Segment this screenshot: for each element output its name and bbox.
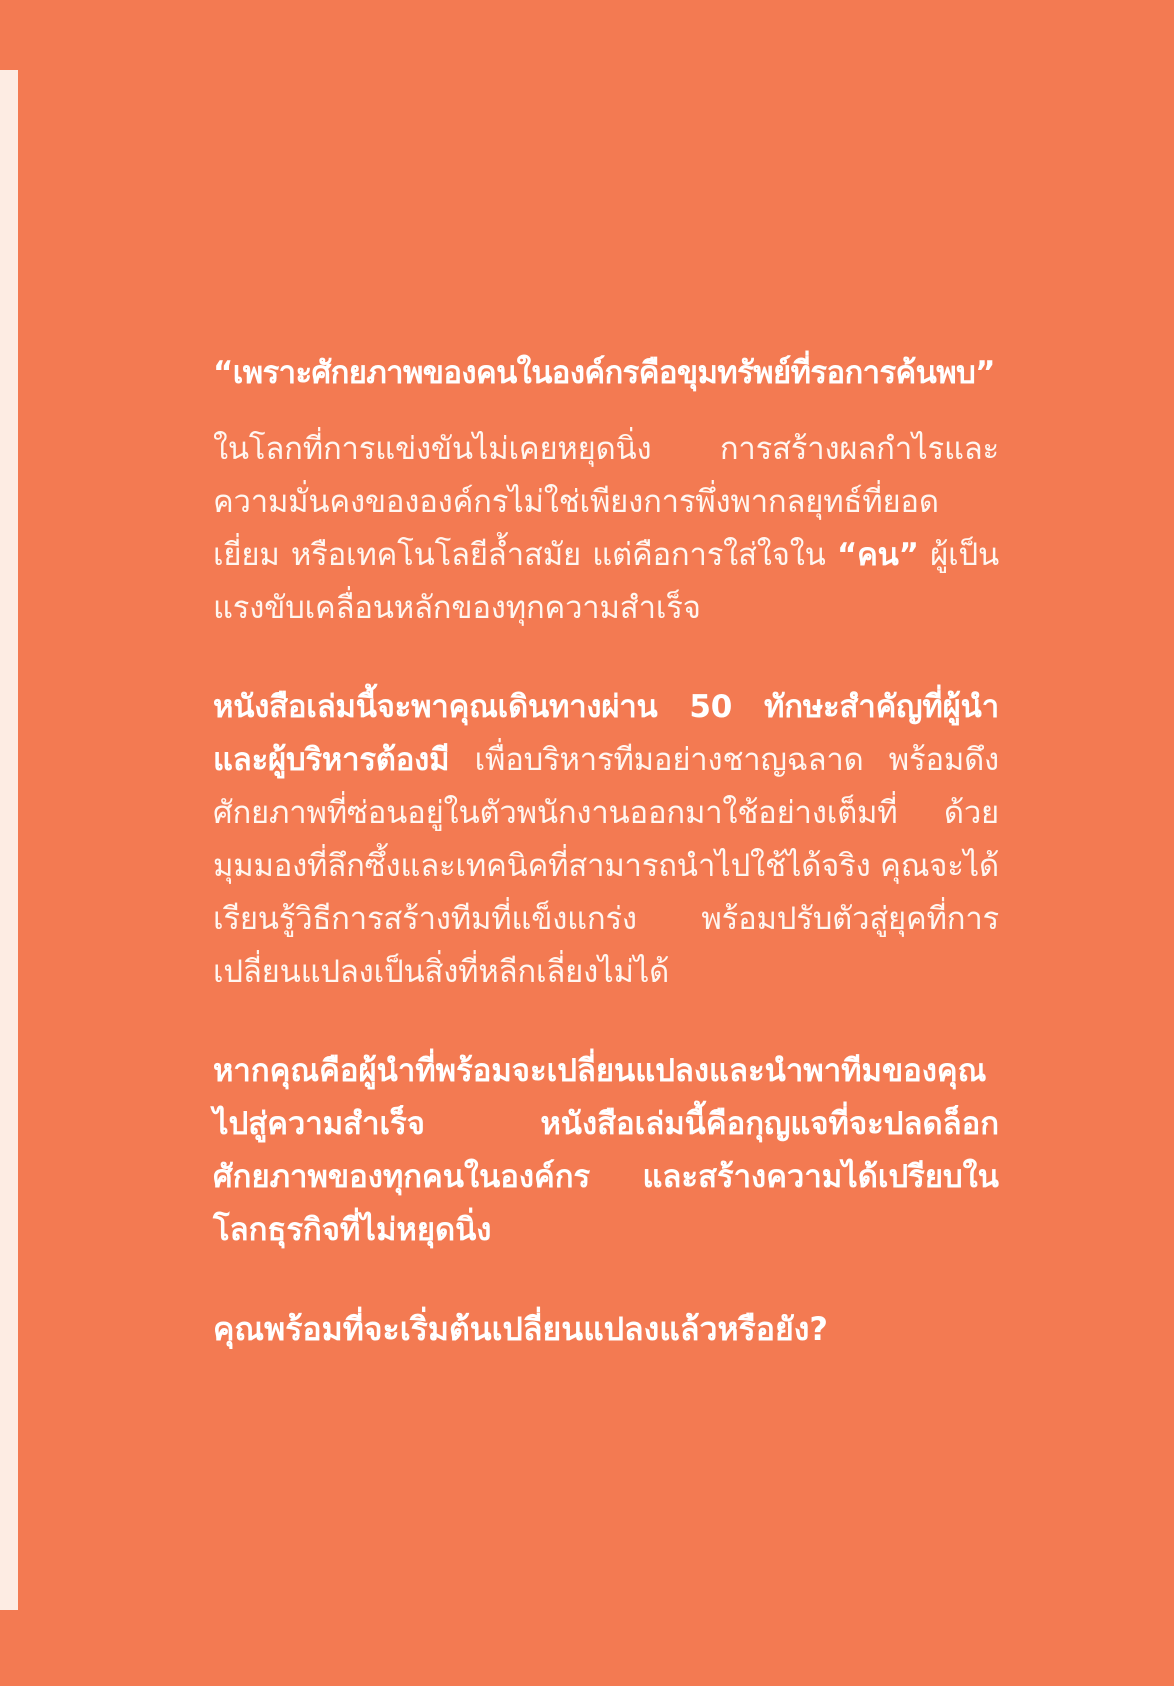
- left-edge-strip: [0, 70, 18, 1610]
- book-paragraph: [213, 681, 999, 999]
- book-emphasis: หนังสือเล่มนี้จะพาคุณเดินทางผ่าน 50 ทักษะสำคัญที่ผู้นำและผู้บริหารต้องมี: [213, 689, 999, 778]
- intro-emphasis-people: “คน”: [836, 537, 919, 573]
- closing-question: คุณพร้อมที่จะเริ่มต้นเปลี่ยนแปลงแล้วหรือยัง?: [213, 1310, 828, 1348]
- headline-quote: “เพราะศักยภาพของคนในองค์กรคือขุมทรัพย์ที่รอการค้นพบ”: [213, 355, 995, 391]
- closing-paragraph: หากคุณคือผู้นำที่พร้อมจะเปลี่ยนแปลงและนำพาทีมของคุณไปสู่ความสำเร็จ หนังสือเล่มนี้คือกุญแจที่จะปลดล็อกศักยภาพของทุกคนในองค์กร และสร้างความได้เปรียบในโลกธุรกิจที่ไม่หยุดนิ่ง: [213, 1053, 999, 1248]
- book-body: เพื่อบริหารทีมอย่างชาญฉลาด พร้อมดึงศักยภาพที่ซ่อนอยู่ในตัวพนักงานออกมาใช้อย่างเต็มที่ ด้วยมุมมองที่ลึกซึ้งและเทคนิคที่สามารถนำไปใช้ได้จริง คุณจะได้เรียนรู้วิธีการสร้างทีมที่แข็งแกร่ง พร้อมปรับตัวสู่ยุคที่การเปลี่ยนแปลงเป็นสิ่งที่หลีกเลี่ยงไม่ได้: [213, 742, 999, 990]
- back-cover-text: [213, 345, 999, 1357]
- intro-paragraph: [213, 423, 999, 635]
- intro-text-part1: ในโลกที่การแข่งขันไม่เคยหยุดนิ่ง การสร้างผลกำไรและความมั่นคงขององค์กรไม่ใช่เพียงการพึ่งพากลยุทธ์ที่ยอดเยี่ยม หรือเทคโนโลยีล้ำสมัย แต่คือการใส่ใจใน: [213, 431, 999, 573]
- intro-text-part2: ผู้เป็นแรงขับเคลื่อนหลักของทุกความสำเร็จ: [213, 537, 999, 626]
